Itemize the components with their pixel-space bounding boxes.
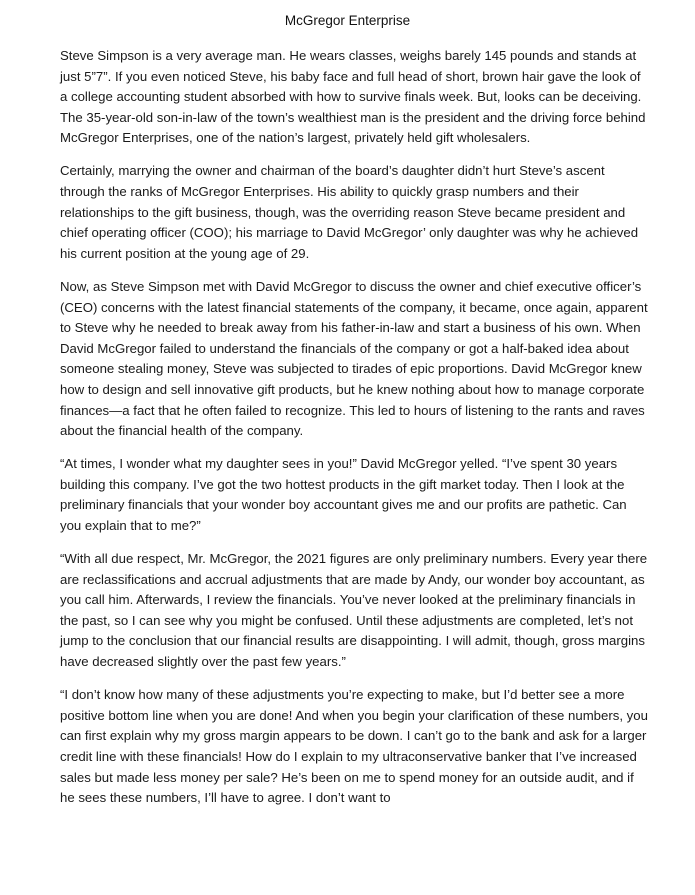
paragraph-5: “With all due respect, Mr. McGregor, the 2021 figures are only preliminary numbers. Every year there are reclassifications and accrual adjustments that are made by Andy, our wonder boy accountant, as you call him. Afterwards, I review the financials. You’ve never looked at the preliminary financials in the past, so I can see why you might be confused. Until these adjustments are completed, let’s not jump to the conclusion that our financial results are disappointing. I will admit, though, gross margins have decreased slightly over the past few years.” xyxy=(60,551,648,670)
paragraph-4: “At times, I wonder what my daughter sees in you!” David McGregor yelled. “I’ve spent 30 years building this company. I’ve got the two hottest products in the gift market today. Then I look at the preliminary financials that your wonder boy accountant gives me and our profits are pathetic. Can you explain that to me?” xyxy=(60,456,627,533)
paragraph-2: Certainly, marrying the owner and chairman of the board’s daughter didn’t hurt Steve’s ascent through the ranks of McGregor Enterprises. His ability to quickly grasp numbers and their relationships to the gift business, though, was the overriding reason Steve became president and chief operating officer (COO); his marriage to David McGregor’ only daughter was why he achieved his current position at the young age of 29. xyxy=(60,163,639,261)
paragraph-6: “I don’t know how many of these adjustments you’re expecting to make, but I’d better see a more positive bottom line when you are done! And when you begin your clarification of these numbers, you can first explain why my gross margin appears to be down. I can’t go to the bank and ask for a larger credit line with these financials! How do I explain to my ultraconservative banker that I’ve increased sales but made less money per sale? He’s been on me to spend money for an outside audit, and if he sees these numbers, I’ll have to agree. I don’t want to xyxy=(60,687,648,806)
paragraph-1: Steve Simpson is a very average man. He wears classes, weighs barely 145 pounds and stands at just 5”7”. If you even noticed Steve, his baby face and full head of short, brown hair gave the look of a college accounting student absorbed with how to survive finals week. But, looks can be deceiving. The 35-year-old son-in-law of the town’s wealthiest man is the president and the driving force behind McGregor Enterprises, one of the nation’s largest, privately held gift wholesalers. xyxy=(60,48,646,146)
document-title: McGregor Enterprise xyxy=(284,13,411,28)
document-body xyxy=(60,46,650,821)
paragraph-3: Now, as Steve Simpson met with David McGregor to discuss the owner and chief executive officer’s (CEO) concerns with the latest financial statements of the company, it became, once again, apparent to Steve why he needed to break away from his father-in-law and start a business of his own. When David McGregor failed to understand the financials of the company or got a half-baked idea about someone stealing money, Steve was subjected to tirades of epic proportions. David McGregor knew how to design and sell innovative gift products, but he knew nothing about how to manage corporate finances—a fact that he often failed to recognize. This led to hours of listening to the rants and raves about the financial health of the company. xyxy=(60,278,648,439)
